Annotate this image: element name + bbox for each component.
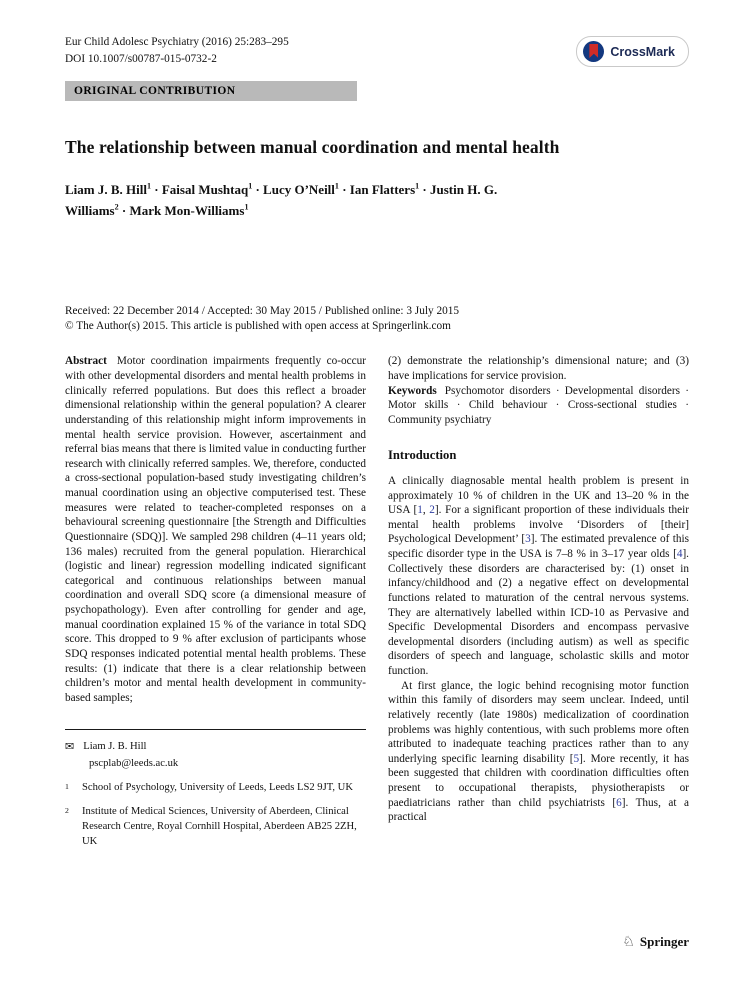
crossmark-icon (583, 41, 604, 62)
footnote-rule (65, 729, 366, 730)
springer-logo (622, 934, 689, 950)
intro-paragraph-2: At first glance, the logic behind recognising motor function within this family of disorders may seem unclear. Indeed, until relatively recently (late 1980s) medicalization of coordination problems was highly contentious, with such problems more often attributed to inadequate teaching practices rather than to any underlying specific learning disability [5]. More recently, it has been suggested that children with coordination difficulties often present to occupational therapists, physiotherapists or paediatricians rather than child psychiatrists [6]. Thus, at a practical (388, 679, 689, 824)
springer-knight-icon: ♘ (622, 934, 635, 950)
affiliation-1 (65, 780, 366, 795)
copyright-line: © The Author(s) 2015. This article is published with open access at Springerlink.com (65, 320, 451, 333)
abstract-label: Abstract (65, 355, 107, 368)
affiliation-1-text: School of Psychology, University of Leeds, Leeds LS2 9JT, UK (82, 782, 353, 794)
introduction-heading: Introduction (388, 447, 457, 462)
article-type-banner: ORIGINAL CONTRIBUTION (65, 81, 357, 101)
article-title: The relationship between manual coordination and mental health (65, 136, 560, 157)
crossmark-label: CrossMark (610, 44, 675, 59)
envelope-icon: ✉ (65, 740, 75, 754)
abstract-paragraph (65, 354, 366, 705)
keywords-label: Keywords (388, 384, 437, 397)
right-column (388, 354, 689, 849)
journal-info (65, 34, 289, 68)
received-accepted-published: Received: 22 December 2014 / Accepted: 30 May 2015 / Published online: 3 July 2015 (65, 305, 460, 318)
two-column-body (65, 354, 689, 849)
crossmark-badge[interactable] (576, 36, 689, 67)
journal-citation: Eur Child Adolesc Psychiatry (2016) 25:283–295 (65, 36, 289, 48)
author-list: Liam J. B. Hill$^1$ · Faisal Mushtaq$^1$ · Lucy O’Neill$^1$ · Ian Flatters$^1$ · Justin H. G. Williams$^2$ · Mark Mon-Williams$^1$ (65, 181, 498, 218)
springer-wordmark: Springer (639, 934, 689, 949)
page-header (65, 34, 689, 68)
affiliation-1-number: 1 (65, 782, 69, 792)
affiliation-2-text: Institute of Medical Sciences, University of Aberdeen, Clinical Research Centre, Royal Cornhill Hospital, Aberdeen AB25 2ZH, UK (82, 806, 357, 848)
affiliation-2-number: 2 (65, 806, 69, 816)
correspondence-name: Liam J. B. Hill (83, 741, 147, 753)
intro-paragraph-1: A clinically diagnosable mental health problem is present in approximately 10 % of children in the UK and 13–20 % in the USA [1, 2]. For a significant proportion of these individuals their mental health problems involve ‘Disorders of [their] Psychological Development’ [3]. The estimated prevalence of this specific disorder type in the USA is 7–8 % in 3–17 year olds [4]. Collectively these disorders are characterised by: (1) onset in infancy/childhood and (2) a negative effect on developmental functions related to maturation of the central nervous systems. They are alternatively labelled within ICD-10 as Pervasive and Specific Developmental Disorders and encompass pervasive developmental disorders (including autism) as well as specific disorders of speech and language, scholastic skills and motor function. (388, 474, 689, 678)
keywords-text: Psychomotor disorders · Developmental disorders · Motor skills · Child behaviour · Cross-sectional studies · Community psychiatry (388, 384, 689, 426)
correspondence (65, 739, 366, 755)
abstract-continuation: (2) demonstrate the relationship’s dimensional nature; and (3) have implications for service provision. (388, 355, 689, 383)
correspondence-email[interactable]: pscplab@leeds.ac.uk (89, 758, 179, 770)
doi: DOI 10.1007/s00787-015-0732-2 (65, 52, 217, 65)
footnotes-block (65, 729, 366, 849)
affiliation-2 (65, 804, 366, 849)
left-column (65, 354, 366, 849)
keywords-paragraph (388, 384, 689, 428)
abstract-text: Motor coordination impairments frequently co-occur with other developmental disorders and mental health problems in clinically referred populations. But does this reflect a broader dimensional relationship within the general population? A clearer understanding of this relationship might inform improvements in mental health service provision. However, ascertainment and referral bias means that there is limited value in conducting further research with clinically referred samples. We, therefore, conducted a cross-sectional population-based study investigating children’s manual coordination using an objective computerised test. These measures were related to teacher-completed responses on a behavioural screening questionnaire [the Strength and Difficulties Questionnaire (SDQ)]. We sampled 298 children (4–11 years old; 136 males) recruited from the general population. Hierarchical (logistic and linear) regression modelling indicated significant categorical and continuous relationships between manual coordination and overall SDQ score (a dimensional measure of psychopathology). Even after controlling for gender and age, manual coordination explained 15 % of the variance in total SDQ score. This dropped to 9 % after exclusion of participants whose SDQ responses indicated potential mental health problems. These results: (1) indicate that there is a clear relationship between children’s motor and mental health development in community-based samples; (65, 355, 366, 704)
